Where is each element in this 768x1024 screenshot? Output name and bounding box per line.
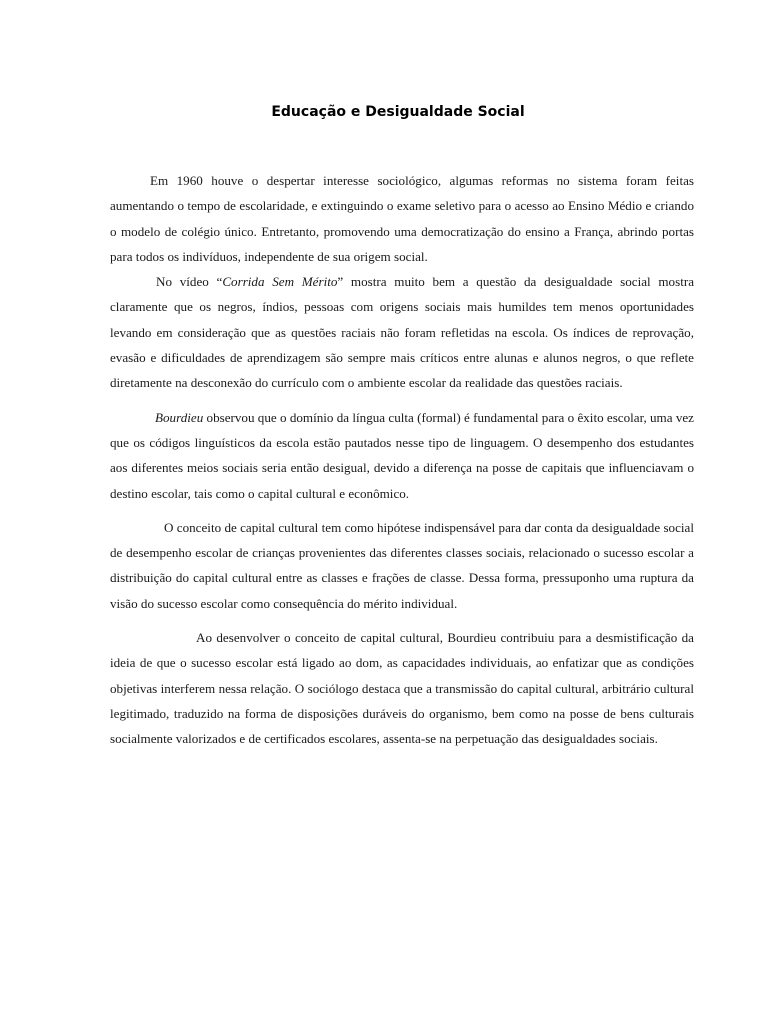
italic-text: Corrida Sem Mérito (222, 274, 338, 290)
paragraph-3 (110, 405, 694, 506)
document-body (110, 168, 694, 752)
paragraph-text: O conceito de capital cultural tem como hipótese indispensável para dar conta da desigualdade social de desempenho escolar de crianças provenientes das diferentes classes sociais, relacionado o sucesso escolar a distribuição do capital cultural entre as classes e frações de classe. Dessa forma, pressuponho uma ruptura da visão do sucesso escolar como consequência do mérito individual. (110, 519, 694, 611)
italic-text: Bourdieu (155, 409, 204, 425)
paragraph-5 (110, 625, 694, 751)
paragraph-text: ” mostra muito bem a questão da desigualdade social mostra claramente que os negros, índios, pessoas com origens sociais mais humildes tem menos oportunidades levando em consideração que as questões raciais não foram refletidas na escola. Os índices de reprovação, evasão e dificuldades de aprendizagem são sempre mais críticos entre alunas e alunos negros, o que reflete diretamente na desconexão do currículo com o ambiente escolar da realidade das questões raciais. (110, 274, 695, 391)
paragraph-text: observou que o domínio da língua culta (formal) é fundamental para o êxito escolar, uma vez que os códigos linguísticos da escola estão pautados nesse tipo de linguagem. O desempenho dos estudantes aos diferentes meios sociais seria então desigual, devido a diferença na posse de capitais que influenciavam o destino escolar, tais como o capital cultural e econômico. (110, 409, 694, 501)
paragraph-4 (110, 515, 694, 616)
paragraph-text: Em 1960 houve o despertar interesse sociológico, algumas reformas no sistema foram feitas aumentando o tempo de escolaridade, e extinguindo o exame seletivo para o acesso ao Ensino Médio e criando o modelo de colégio único. Entretanto, promovendo uma democratização do ensino a França, abrindo portas para todos os indivíduos, independente de sua origem social. (110, 173, 694, 264)
paragraph-1 (110, 168, 694, 269)
document-title: Educação e Desigualdade Social (271, 104, 525, 120)
paragraph-2 (110, 269, 694, 395)
paragraph-text: No vídeo “ (156, 274, 223, 290)
paragraph-text: Ao desenvolver o conceito de capital cultural, Bourdieu contribuiu para a desmistificação da ideia de que o sucesso escolar está ligado ao dom, as capacidades individuais, ao enfatizar que as condições objetivas interferem nessa relação. O sociólogo destaca que a transmissão do capital cultural, arbitrário cultural legitimado, traduzido na forma de disposições duráveis do organismo, bem como na posse de bens culturais socialmente valorizados e de certificados escolares, assenta-se na perpetuação das desigualdades sociais. (110, 630, 694, 747)
